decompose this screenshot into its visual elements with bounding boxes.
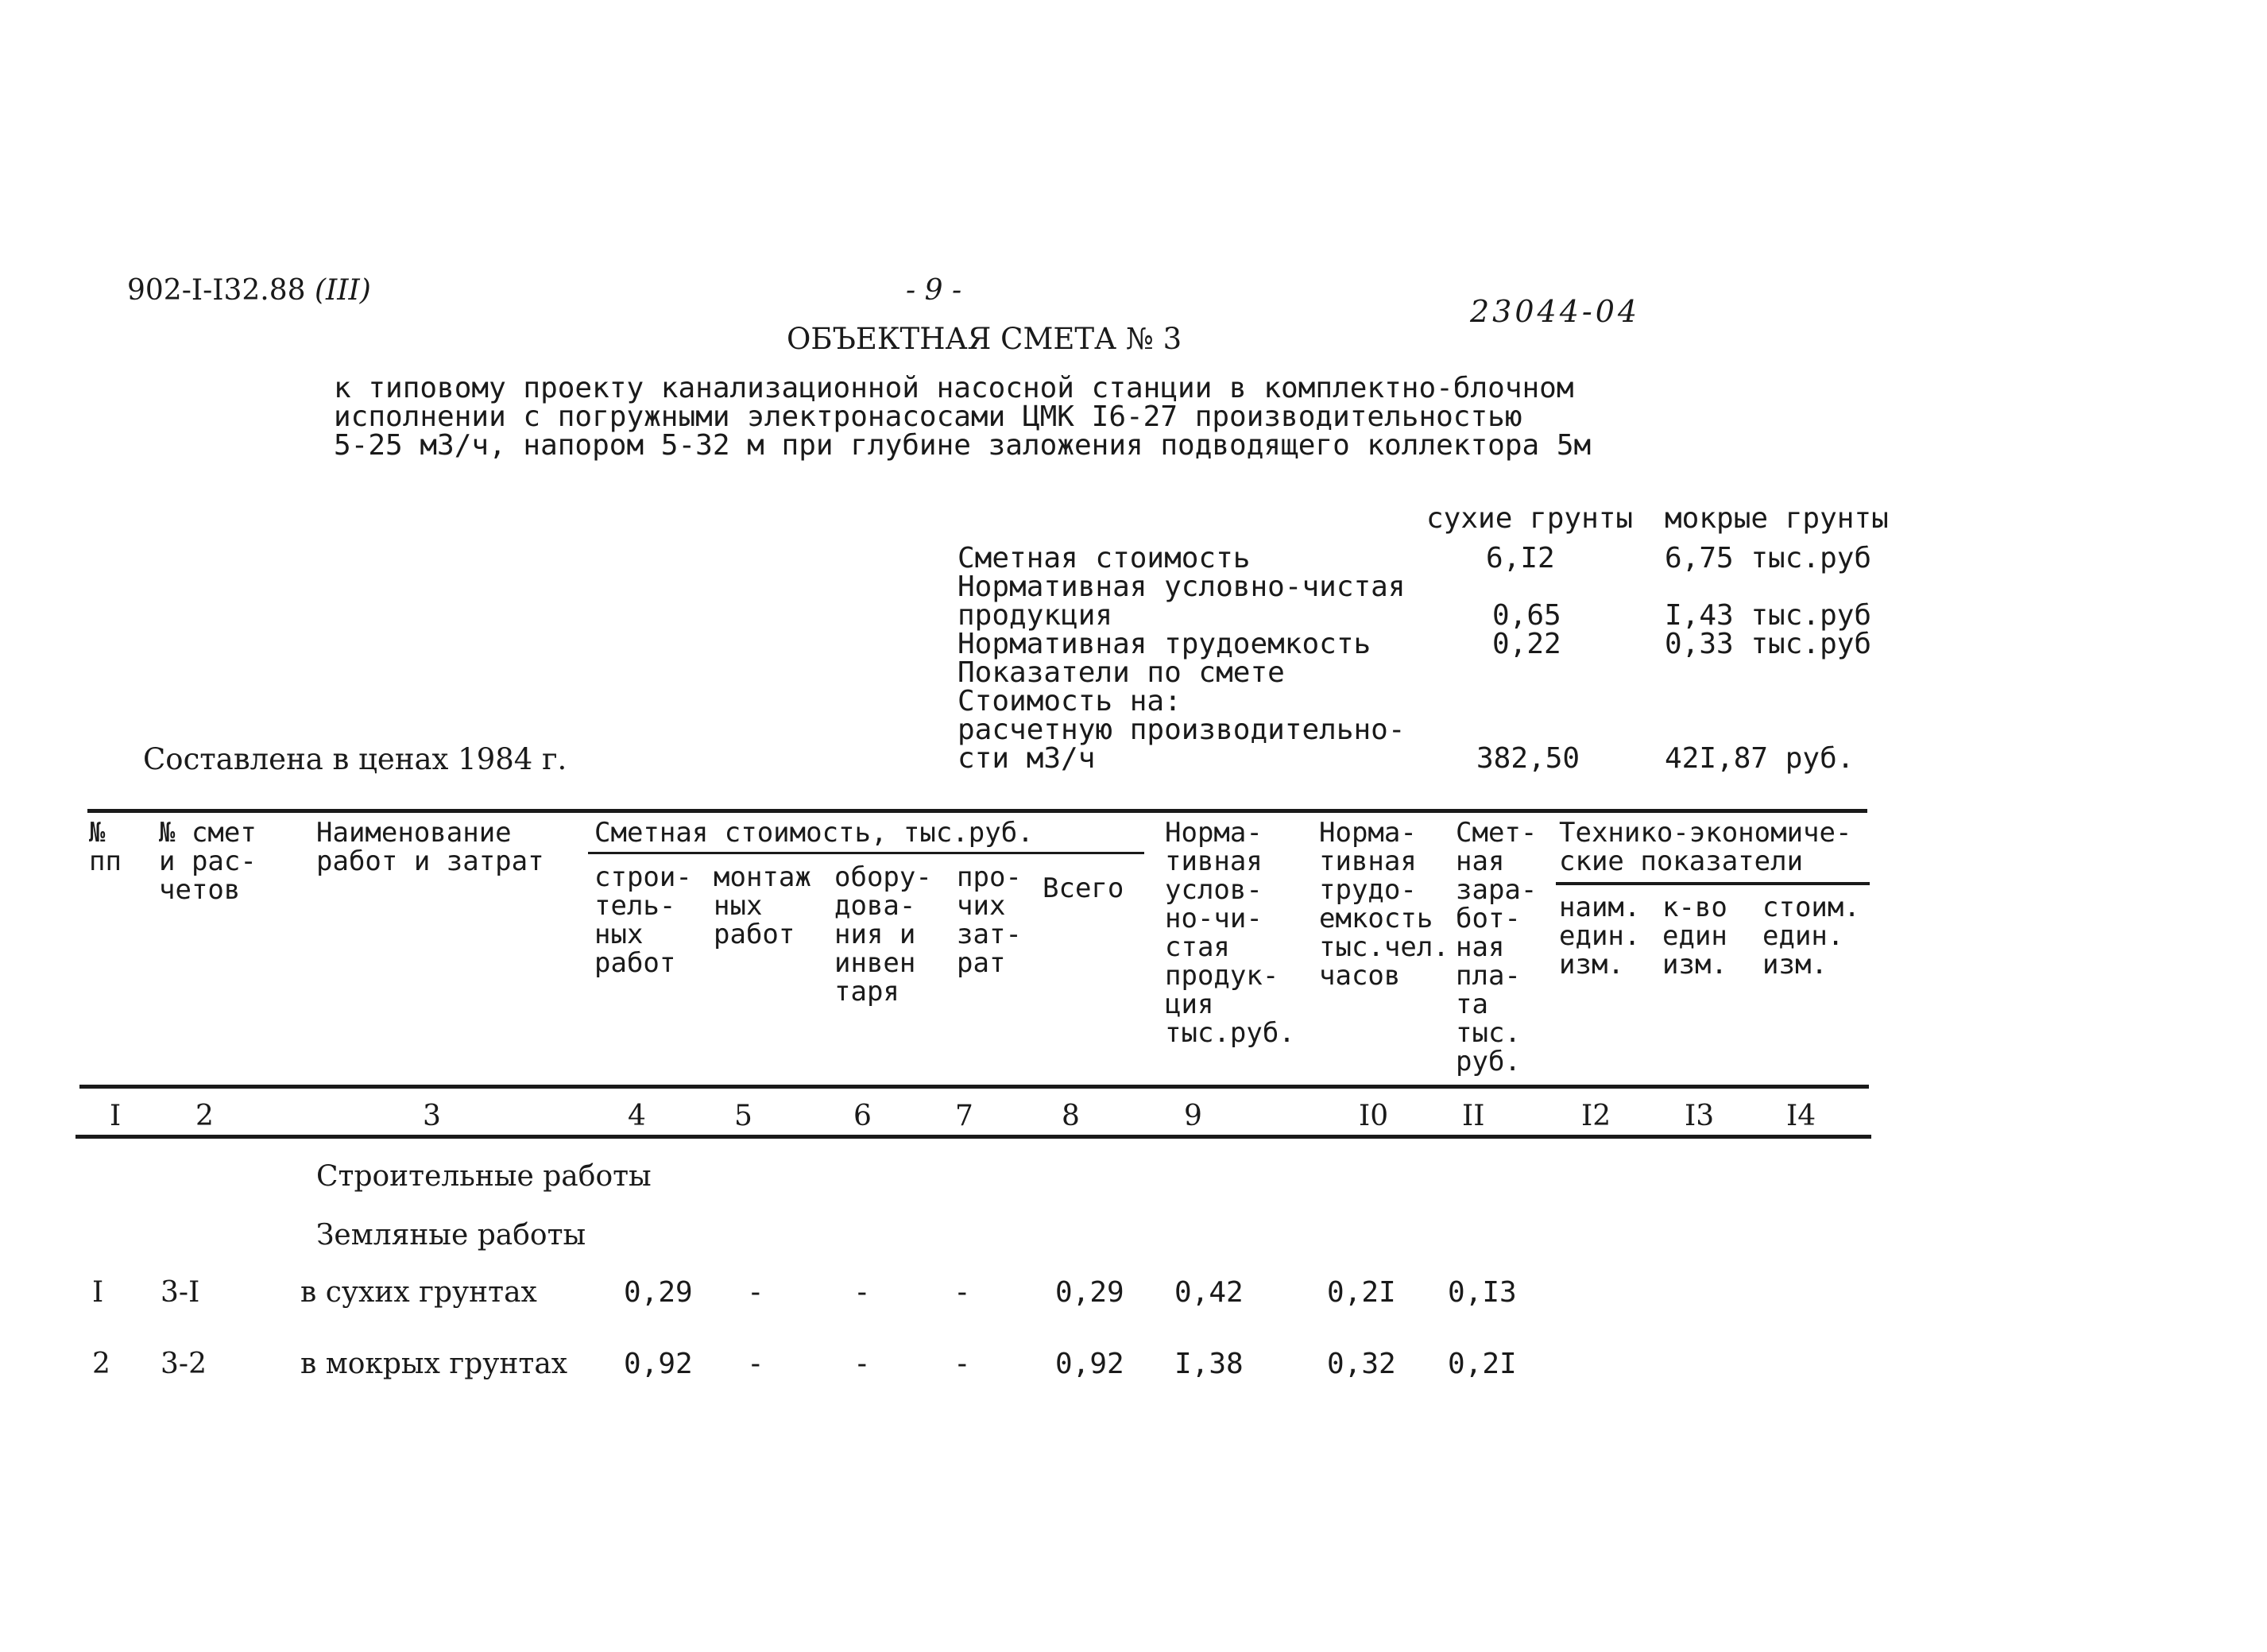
row-net-product: 0,42 — [1174, 1276, 1244, 1309]
row-other-cost: - — [954, 1276, 971, 1309]
price-basis: Составлена в ценах 1984 г. — [143, 742, 567, 776]
colnum-9: 9 — [1184, 1100, 1202, 1132]
summary-dry-3: 0,22 — [1492, 628, 1561, 660]
row-name: в сухих грунтах — [300, 1276, 537, 1309]
header-col-9: Норма- тивная услов- но-чи- стая продук- ция тыс.руб. — [1165, 817, 1295, 1049]
tech-group-rule — [1556, 882, 1870, 885]
row-name: в мокрых грунтах — [300, 1348, 568, 1380]
header-tech-group: Технико-экономиче- ские показатели — [1559, 817, 1852, 877]
row-number: I — [92, 1276, 104, 1309]
row-net-product: I,38 — [1174, 1348, 1244, 1380]
header-col-13: к-во един изм. — [1662, 892, 1727, 981]
summary-col-dry: сухие грунты — [1426, 502, 1634, 535]
summary-dry-7: 382,50 — [1476, 742, 1580, 775]
header-col-6: обору- дова- ния и инвен таря — [834, 861, 932, 1008]
colnum-2: 2 — [195, 1100, 214, 1132]
header-col-14: стоим. един. изм. — [1762, 892, 1860, 981]
row-construction-cost: 0,29 — [624, 1276, 693, 1309]
cost-group-rule — [588, 852, 1144, 854]
summary-label-0: Сметная стоимость — [957, 542, 1251, 575]
summary-label-4: Показатели по смете — [957, 656, 1285, 689]
header-col-3: Наименование работ и затрат — [316, 817, 544, 877]
handwritten-number: 23044-04 — [1470, 294, 1641, 329]
section-title: Строительные работы — [316, 1160, 652, 1193]
row-wages: 0,I3 — [1448, 1276, 1517, 1309]
summary-wet-0: 6,75 тыс.руб — [1665, 542, 1872, 575]
colnum-14: I4 — [1786, 1100, 1816, 1132]
row-total-cost: 0,92 — [1055, 1348, 1124, 1380]
page-number: - 9 - — [906, 274, 962, 307]
row-labor: 0,2I — [1327, 1276, 1396, 1309]
subtitle-line-2: исполнении с погружными электронасосами ЦМК I6-27 производительностью — [334, 400, 1522, 433]
colnum-8: 8 — [1062, 1100, 1080, 1132]
table-top-rule — [87, 809, 1867, 813]
summary-label-5: Стоимость на: — [957, 685, 1182, 718]
header-col-11: Смет- ная зара- бот- ная пла- та тыс. руб. — [1456, 817, 1538, 1077]
row-labor: 0,32 — [1327, 1348, 1396, 1380]
summary-col-wet: мокрые грунты — [1665, 502, 1889, 535]
row-total-cost: 0,29 — [1055, 1276, 1124, 1309]
header-col-12: наим. един. изм. — [1559, 892, 1641, 981]
summary-label-6: расчетную производительно- — [957, 714, 1406, 746]
summary-dry-0: 6,I2 — [1486, 542, 1555, 575]
colnum-12: I2 — [1581, 1100, 1611, 1132]
colnum-5: 5 — [734, 1100, 752, 1132]
colnum-7: 7 — [955, 1100, 973, 1132]
summary-label-7: сти м3/ч — [957, 742, 1096, 775]
document-code — [127, 274, 371, 307]
header-col-4: строи- тель- ных работ — [594, 861, 692, 979]
colnum-13: I3 — [1685, 1100, 1715, 1132]
summary-label-3: Нормативная трудоемкость — [957, 628, 1371, 660]
header-col-1: № пп — [89, 817, 122, 877]
colnum-11: II — [1462, 1100, 1485, 1132]
header-cost-group: Сметная стоимость, тыс.руб. — [594, 817, 1034, 849]
document-code-main: 902-I-I32.88 — [127, 274, 306, 307]
header-col-10: Норма- тивная трудо- емкость тыс.чел. часов — [1319, 817, 1449, 992]
header-col-8: Всего — [1043, 872, 1124, 904]
row-equipment-cost: - — [853, 1276, 871, 1309]
row-number: 2 — [92, 1348, 110, 1380]
colnum-3: 3 — [423, 1100, 441, 1132]
row-construction-cost: 0,92 — [624, 1348, 693, 1380]
document-title: ОБЪЕКТНАЯ СМЕТА № 3 — [787, 322, 1182, 356]
row-equipment-cost: - — [853, 1348, 871, 1380]
row-reference: 3-2 — [161, 1348, 207, 1380]
summary-label-2: продукция — [957, 599, 1113, 632]
header-bottom-rule — [79, 1085, 1869, 1089]
header-col-5: монтаж ных работ — [714, 861, 811, 950]
summary-wet-2: I,43 тыс.руб — [1665, 599, 1872, 632]
summary-dry-2: 0,65 — [1492, 599, 1561, 632]
row-installation-cost: - — [747, 1348, 764, 1380]
summary-wet-7: 42I,87 руб. — [1665, 742, 1855, 775]
subsection-title: Земляные работы — [316, 1219, 586, 1252]
colnum-6: 6 — [853, 1100, 872, 1132]
colnum-4: 4 — [628, 1100, 646, 1132]
row-other-cost: - — [954, 1348, 971, 1380]
subtitle-line-1: к типовому проекту канализационной насосной станции в комплектно-блочном — [334, 372, 1574, 404]
colnum-10: I0 — [1359, 1100, 1389, 1132]
summary-wet-3: 0,33 тыс.руб — [1665, 628, 1872, 660]
row-wages: 0,2I — [1448, 1348, 1517, 1380]
colnum-1: I — [110, 1100, 122, 1132]
summary-label-1: Нормативная условно-чистая — [957, 571, 1406, 603]
subtitle-line-3: 5-25 м3/ч, напором 5-32 м при глубине заложения подводящего коллектора 5м — [334, 429, 1592, 462]
header-col-2: № смет и рас- четов — [159, 817, 257, 906]
row-installation-cost: - — [747, 1276, 764, 1309]
document-code-suffix: (III) — [315, 274, 371, 307]
colnum-bottom-rule — [75, 1135, 1871, 1139]
header-col-7: про- чих зат- рат — [957, 861, 1022, 979]
row-reference: 3-I — [161, 1276, 200, 1309]
